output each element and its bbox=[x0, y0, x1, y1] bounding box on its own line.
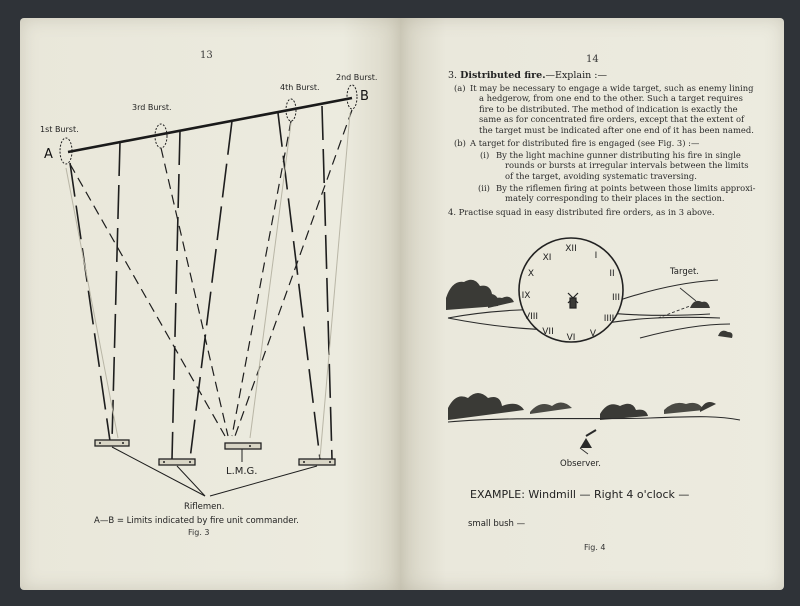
label-riflemen: Riflemen. bbox=[184, 502, 225, 512]
label-point-a: A bbox=[44, 147, 53, 162]
item-4: 4. Practise squad in easy distributed fire orders, as in 3 above. bbox=[448, 207, 715, 217]
right-page-number: 14 bbox=[586, 54, 599, 65]
numeral-10: X bbox=[527, 269, 535, 279]
clock-method-sketch bbox=[400, 18, 784, 590]
label-burst-1: 1st Burst. bbox=[40, 125, 79, 134]
sub-i: By the light machine gunner distributing his fire in single rounds or bursts at irregular intervals between the limits of the target, avoiding systematic traversing. bbox=[496, 150, 749, 181]
numeral-12: XII bbox=[565, 244, 577, 254]
observer-figure bbox=[580, 430, 596, 454]
para-b-marker: (b) bbox=[454, 138, 466, 148]
right-page bbox=[400, 18, 784, 590]
numeral-4: IIII bbox=[603, 314, 615, 324]
numeral-3: III bbox=[612, 293, 620, 303]
example-line-2: small bush — bbox=[468, 519, 526, 529]
left-trees bbox=[446, 280, 514, 310]
section-heading: 3. Distributed fire.—Explain :— bbox=[448, 70, 607, 81]
riflemen-pointers bbox=[112, 447, 317, 496]
para-a: It may be necessary to engage a wide target, such as enemy lining a hedgerow, from one end to the other. Such a target requires fire to be distributed. The method of indication is exactly the same as for concentrated fire orders, except that the extent of the target must be indicated after one end of it has been named. bbox=[470, 83, 754, 135]
numeral-9: IX bbox=[521, 291, 531, 301]
label-observer: Observer. bbox=[560, 459, 601, 469]
numeral-8: VIII bbox=[523, 312, 539, 322]
fig4-label: Fig. 4 bbox=[584, 543, 606, 552]
para-b: A target for distributed fire is engaged (see Fig. 3) :— bbox=[470, 138, 700, 148]
label-burst-3: 3rd Burst. bbox=[132, 103, 172, 112]
target-line-ab bbox=[68, 98, 352, 152]
sub-i-marker: (i) bbox=[480, 150, 490, 160]
label-lmg: L.M.G. bbox=[226, 466, 258, 477]
sub-ii: By the riflemen firing at points between those limits approxi- mately corresponding to their places in the section. bbox=[496, 183, 756, 204]
fire-distribution-diagram bbox=[20, 18, 400, 590]
left-page bbox=[20, 18, 400, 590]
numeral-11: XI bbox=[542, 253, 552, 263]
fig3-label: Fig. 3 bbox=[188, 528, 210, 537]
label-target: Target. bbox=[670, 267, 699, 277]
label-burst-4: 4th Burst. bbox=[280, 83, 320, 92]
label-burst-2: 2nd Burst. bbox=[336, 73, 378, 82]
target-bush bbox=[658, 288, 710, 318]
small-bush bbox=[718, 331, 733, 338]
burst-2-ellipse bbox=[347, 85, 357, 109]
numeral-6: VI bbox=[566, 333, 576, 343]
lower-landscape bbox=[448, 393, 740, 422]
numeral-2: II bbox=[609, 269, 615, 279]
example-line-1: EXAMPLE: Windmill — Right 4 o'clock — bbox=[470, 488, 690, 501]
open-book bbox=[20, 18, 784, 590]
sub-ii-marker: (ii) bbox=[478, 183, 490, 193]
lmg-fire-lines bbox=[70, 110, 352, 436]
numeral-5: V bbox=[589, 329, 597, 339]
firing-positions bbox=[95, 440, 335, 465]
left-page-number: 13 bbox=[200, 50, 213, 61]
rifle-fire-lines bbox=[70, 106, 332, 459]
para-a-marker: (a) bbox=[454, 83, 466, 93]
numeral-7: VII bbox=[542, 327, 554, 337]
label-point-b: B bbox=[360, 89, 369, 104]
fig3-caption: A—B = Limits indicated by fire unit commander. bbox=[94, 516, 299, 526]
numeral-1: I bbox=[594, 251, 598, 261]
